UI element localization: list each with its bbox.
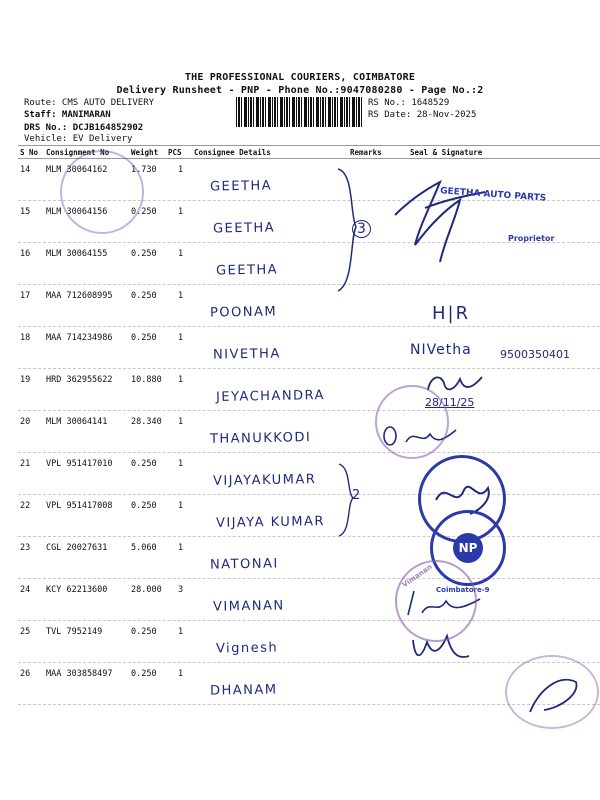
stamp-proprietor: Proprietor xyxy=(508,234,555,243)
cell-sno: 25 xyxy=(20,627,31,637)
consignee-name: DHANAM xyxy=(209,682,278,699)
cell-pcs: 1 xyxy=(178,207,184,217)
table-row xyxy=(0,537,600,579)
col-weight: Weight xyxy=(131,148,159,157)
table-row xyxy=(0,243,600,285)
table-row xyxy=(0,285,600,327)
table-row xyxy=(0,621,600,663)
cell-weight: 0.250 xyxy=(131,669,157,679)
cell-consignment: MLM 30064156 xyxy=(46,207,108,217)
cell-consignment: VPL 951417010 xyxy=(46,459,113,469)
cell-weight: 0.250 xyxy=(131,627,157,637)
stamp-coimbatore: Coimbatore-9 xyxy=(436,586,490,594)
cell-weight: 0.250 xyxy=(131,207,157,217)
col-consignment: Consignment No xyxy=(46,148,110,157)
table-row xyxy=(0,369,600,411)
cell-weight: 0.250 xyxy=(131,501,157,511)
cell-weight: 0.250 xyxy=(131,249,157,259)
consignee-name: THANUKKODI xyxy=(209,430,312,447)
cell-pcs: 1 xyxy=(178,669,184,679)
cell-pcs: 1 xyxy=(178,333,184,343)
rs-number: RS No.: 1648529 xyxy=(368,98,450,108)
remark-phone: 9500350401 xyxy=(500,348,570,361)
barcode xyxy=(236,97,364,127)
cell-sno: 15 xyxy=(20,207,31,217)
consignee-name: Vignesh xyxy=(215,640,279,657)
signature-geetha xyxy=(385,170,495,270)
consignee-name: VIJAYAKUMAR xyxy=(212,472,317,489)
cell-sno: 20 xyxy=(20,417,31,427)
col-remarks: Remarks xyxy=(350,148,382,157)
cell-pcs: 1 xyxy=(178,249,184,259)
runsheet-subtitle: Delivery Runsheet - PNP - Phone No.:9047080280 - Page No.:2 xyxy=(116,85,484,96)
cell-weight: 0.250 xyxy=(131,459,157,469)
cell-sno: 24 xyxy=(20,585,31,595)
cell-pcs: 1 xyxy=(178,291,184,301)
brace-21-22 xyxy=(335,460,365,540)
cell-sno: 16 xyxy=(20,249,31,259)
col-consignee: Consignee Details xyxy=(194,148,271,157)
cell-consignment: KCY 62213600 xyxy=(46,585,108,595)
route-label: Route: CMS AUTO DELIVERY xyxy=(24,98,155,108)
consignee-name: POONAM xyxy=(209,304,278,321)
consignee-name: VIMANAN xyxy=(212,598,285,615)
consignee-name: GEETHA xyxy=(212,220,276,237)
cell-pcs: 1 xyxy=(178,627,184,637)
cell-pcs: 1 xyxy=(178,459,184,469)
cell-consignment: VPL 951417008 xyxy=(46,501,113,511)
cell-sno: 17 xyxy=(20,291,31,301)
cell-weight: 28.000 xyxy=(131,585,162,595)
cell-pcs: 1 xyxy=(178,375,184,385)
cell-pcs: 3 xyxy=(178,585,184,595)
cell-consignment: TVL 7952149 xyxy=(46,627,103,637)
cell-sno: 26 xyxy=(20,669,31,679)
header-rule-top xyxy=(18,145,600,146)
staff-label: Staff: MANIMARAN xyxy=(24,110,111,120)
cell-pcs: 1 xyxy=(178,543,184,553)
remark-date: 28/11/25 xyxy=(425,396,475,409)
col-pcs: PCS xyxy=(168,148,182,157)
table-row xyxy=(0,579,600,621)
remark-sign-nivetha: NIVetha xyxy=(410,342,472,358)
cell-weight: 10.880 xyxy=(131,375,162,385)
cell-weight: 1.730 xyxy=(131,165,157,175)
cell-consignment: MAA 714234986 xyxy=(46,333,113,343)
cell-consignment: MLM 30064155 xyxy=(46,249,108,259)
cell-sno: 18 xyxy=(20,333,31,343)
table-row xyxy=(0,495,600,537)
cell-pcs: 1 xyxy=(178,165,184,175)
remark-count-21-22: 2 xyxy=(352,488,361,503)
cell-consignment: HRD 362955622 xyxy=(46,375,113,385)
stamp-circle-bottom xyxy=(505,655,599,729)
consignee-name: GEETHA xyxy=(215,262,279,279)
col-sno: S No xyxy=(20,148,39,157)
cell-consignment: MAA 303858497 xyxy=(46,669,113,679)
cell-weight: 0.250 xyxy=(131,333,157,343)
cell-consignment: MLM 30064162 xyxy=(46,165,108,175)
stamp-np-mark: NP xyxy=(453,533,483,563)
cell-consignment: CGL 20027631 xyxy=(46,543,108,553)
consignee-name: VIJAYA KUMAR xyxy=(215,514,326,531)
cell-pcs: 1 xyxy=(178,501,184,511)
cell-sno: 19 xyxy=(20,375,31,385)
cell-weight: 0.250 xyxy=(131,291,157,301)
stamp-geetha-auto-parts: GEETHA AUTO PARTS xyxy=(439,186,547,204)
remark-hr: H|R xyxy=(432,303,471,324)
drs-number: DRS No.: DCJB164852902 xyxy=(24,123,144,133)
consignee-name: GEETHA xyxy=(209,178,273,195)
cell-weight: 5.060 xyxy=(131,543,157,553)
col-seal: Seal & Signature xyxy=(410,148,483,157)
rs-date: RS Date: 28-Nov-2025 xyxy=(368,110,477,120)
cell-sno: 22 xyxy=(20,501,31,511)
stamp-circle-purple xyxy=(375,385,449,459)
table-row xyxy=(0,411,600,453)
table-row xyxy=(0,453,600,495)
cell-weight: 28.340 xyxy=(131,417,162,427)
faded-stamp-left xyxy=(60,150,144,234)
cell-sno: 14 xyxy=(20,165,31,175)
stamp-vimanan-circle xyxy=(395,560,477,642)
cell-sno: 23 xyxy=(20,543,31,553)
cell-consignment: MAA 712608995 xyxy=(46,291,113,301)
consignee-name: NIVETHA xyxy=(212,346,281,363)
cell-pcs: 1 xyxy=(178,417,184,427)
cell-sno: 21 xyxy=(20,459,31,469)
vehicle-label: Vehicle: EV Delivery xyxy=(24,134,133,144)
consignee-name: JEYACHANDRA xyxy=(215,388,326,405)
remark-count-14-16: 3 xyxy=(352,220,371,238)
company-title: THE PROFESSIONAL COURIERS, COIMBATORE xyxy=(184,72,416,83)
stamp-vimanan-text: Vimanan xyxy=(400,562,434,590)
consignee-name: NATONAI xyxy=(209,556,279,573)
cell-consignment: MLM 30064141 xyxy=(46,417,108,427)
